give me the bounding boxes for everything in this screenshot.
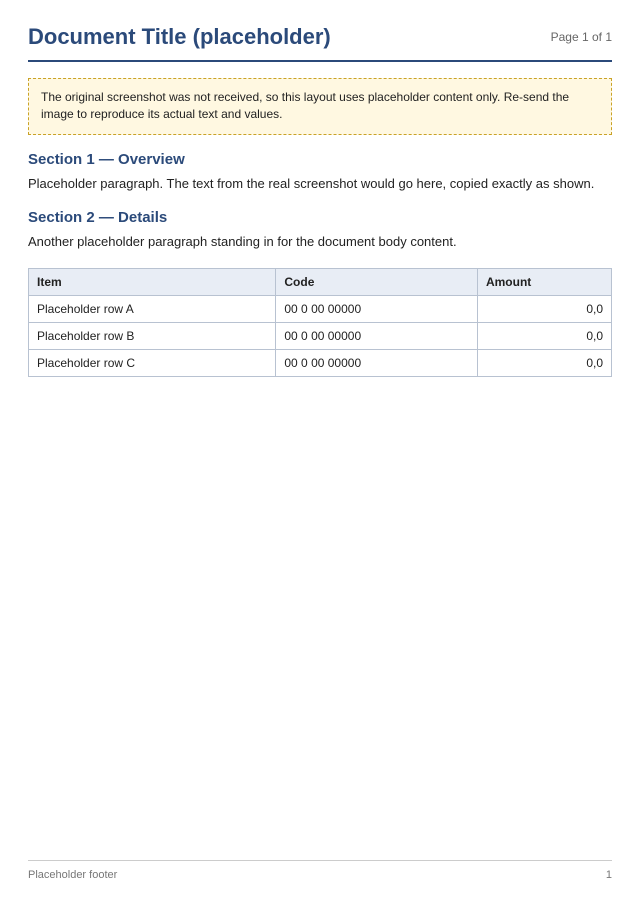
table-row — [29, 349, 612, 376]
page-header — [28, 24, 612, 62]
table-header-row — [29, 268, 612, 295]
page-meta: Page 1 of 1 — [550, 30, 612, 44]
page-title: Document Title (placeholder) — [28, 24, 331, 49]
table-cell-amount: 0,0 — [477, 295, 611, 322]
table-row — [29, 295, 612, 322]
table-cell-code: 00 0 00 00000 — [276, 295, 478, 322]
column-header-amount: Amount — [477, 268, 611, 295]
section-paragraph: Another placeholder paragraph standing in for the document body content. — [28, 234, 457, 250]
section-paragraph: Placeholder paragraph. The text from the real screenshot would go here, copied exactly as shown. — [28, 175, 595, 191]
table-cell-amount: 0,0 — [477, 349, 611, 376]
table-cell-code: 00 0 00 00000 — [276, 322, 478, 349]
table-cell-item: Placeholder row C — [29, 349, 276, 376]
table-cell-amount: 0,0 — [477, 322, 611, 349]
table-row — [29, 322, 612, 349]
data-table — [28, 268, 612, 377]
page-footer — [28, 860, 612, 881]
section-heading: Section 2 — Details — [28, 209, 168, 227]
section-details — [28, 209, 612, 252]
table-cell-code: 00 0 00 00000 — [276, 349, 478, 376]
section-heading: Section 1 — Overview — [28, 150, 185, 168]
table-cell-item: Placeholder row B — [29, 322, 276, 349]
table-cell-item: Placeholder row A — [29, 295, 276, 322]
section-overview — [28, 151, 612, 194]
missing-image-notice: The original screenshot was not received, so this layout uses placeholder content only. Re-send the image to reproduce its actual text and values. — [28, 78, 612, 135]
column-header-code: Code — [276, 268, 478, 295]
footer-left-text: Placeholder footer — [28, 869, 118, 881]
page-number: 1 — [605, 869, 612, 881]
column-header-item: Item — [29, 268, 276, 295]
